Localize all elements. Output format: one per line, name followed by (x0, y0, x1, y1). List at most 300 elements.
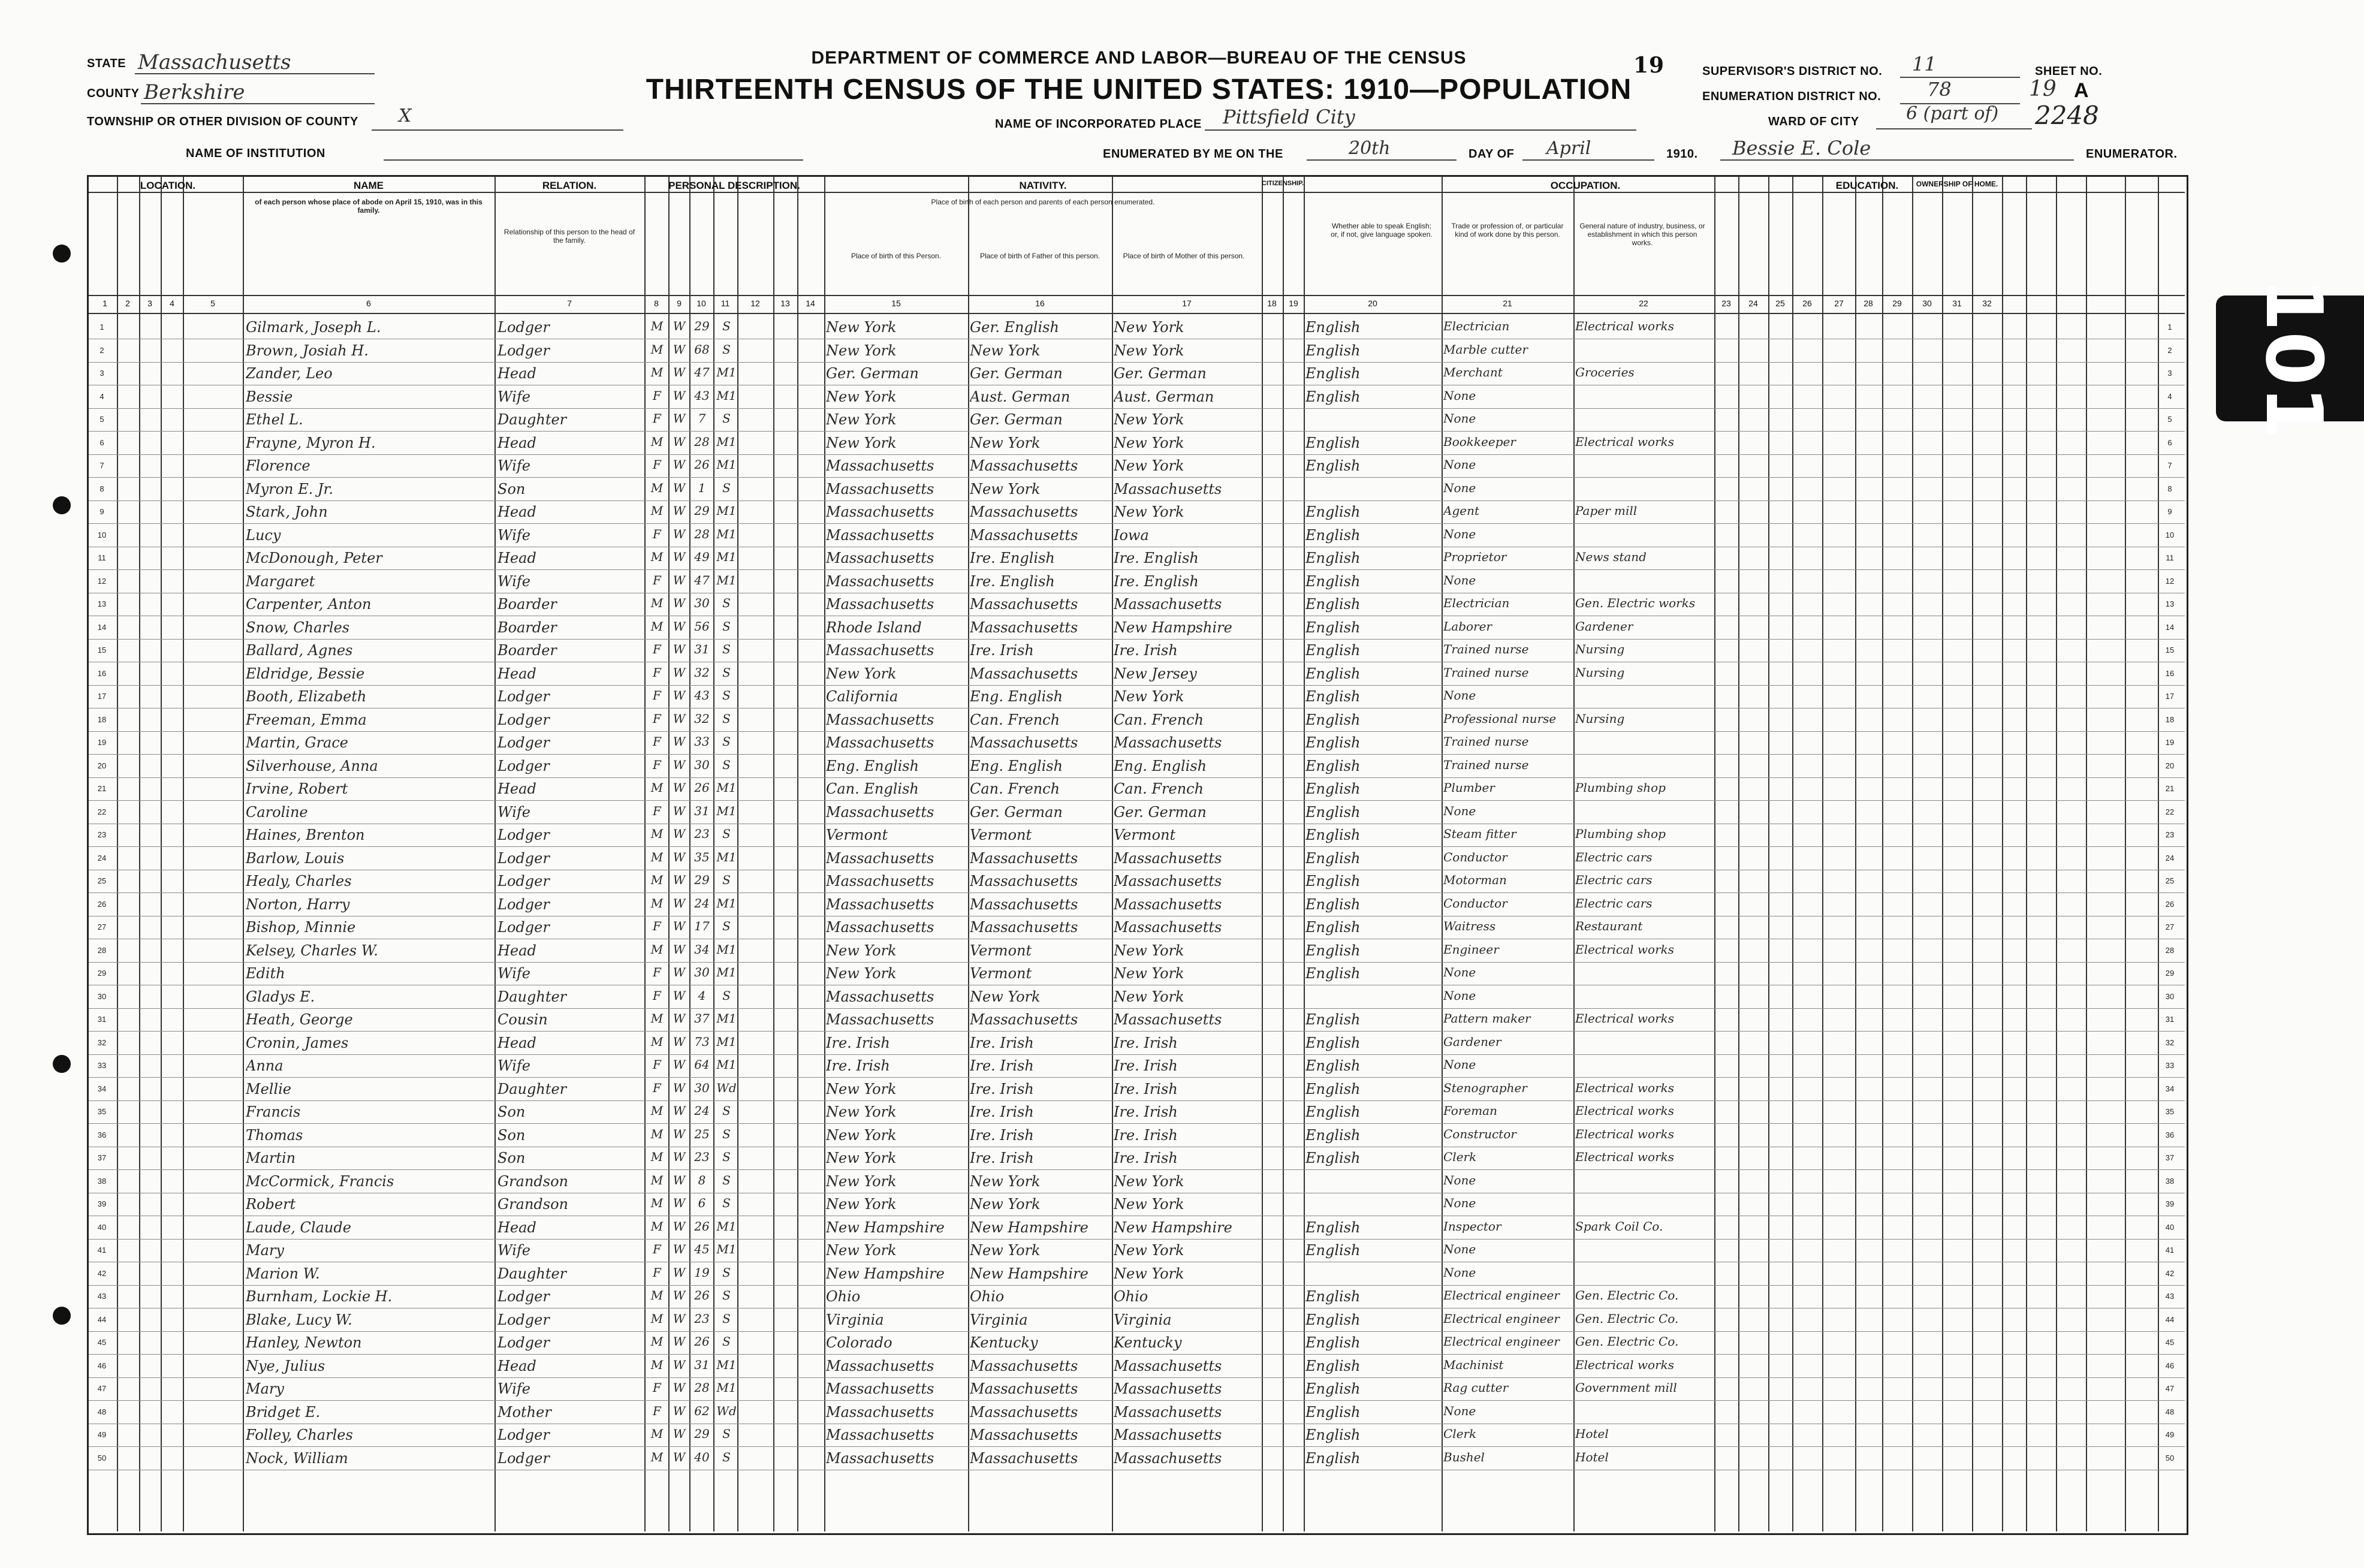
cell-language: English (1305, 388, 1361, 405)
row-number-right: 37 (2165, 1153, 2175, 1162)
cell-trade: None (1443, 803, 1476, 818)
desc-industry: General nature of industry, business, or establishment in which this person works. (1579, 222, 1705, 247)
cell-trade: Gardener (1443, 1034, 1501, 1049)
cell-person-name: Silverhouse, Anna (246, 757, 378, 774)
cell-industry: Electrical works (1575, 1103, 1675, 1118)
cell-language: English (1305, 1357, 1361, 1374)
cell-sex: F (653, 665, 661, 680)
row-number-right: 48 (2165, 1407, 2175, 1416)
cell-industry: Gen. Electric works (1575, 596, 1696, 610)
cell-race: W (673, 1357, 686, 1372)
group-name: NAME (353, 180, 384, 191)
group-relation: RELATION. (542, 180, 597, 191)
row-number: 1 (99, 322, 104, 331)
cell-mother-birthplace: New York (1114, 457, 1184, 474)
cell-father-birthplace: New York (970, 988, 1041, 1005)
cell-age: 26 (694, 780, 710, 795)
row-number: 4 (99, 391, 104, 401)
cell-race: W (673, 1103, 686, 1118)
cell-birthplace: California (826, 688, 898, 705)
cell-mother-birthplace: Can. French (1114, 711, 1204, 728)
cell-birthplace: Massachusetts (826, 919, 934, 936)
row-number: 9 (99, 507, 104, 516)
cell-language: English (1305, 1150, 1361, 1166)
cell-person-name: Ballard, Agnes (246, 642, 353, 659)
cell-marital-status: M1 (716, 1011, 737, 1026)
cell-person-name: Kelsey, Charles W. (246, 942, 378, 959)
cell-trade: Motorman (1443, 873, 1507, 887)
row-number-right: 22 (2165, 807, 2175, 816)
cell-mother-birthplace: New York (1114, 1265, 1184, 1282)
cell-person-name: Eldridge, Bessie (246, 665, 365, 682)
cell-birthplace: Massachusetts (826, 1403, 934, 1421)
supervisor-value: 11 (1912, 53, 1937, 76)
cell-mother-birthplace: New Hampshire (1114, 619, 1232, 636)
stamp-number: 2248 (2035, 101, 2099, 130)
cell-race: W (673, 1449, 686, 1464)
cell-race: W (673, 1427, 686, 1441)
cell-sex: M (650, 503, 664, 518)
cell-language: English (1305, 1334, 1361, 1351)
cell-age: 35 (694, 849, 710, 864)
cell-mother-birthplace: Ger. German (1114, 365, 1207, 382)
row-number: 18 (97, 714, 107, 724)
row-number: 26 (97, 899, 107, 909)
cell-person-name: Martin (246, 1150, 296, 1166)
cell-race: W (673, 1011, 686, 1026)
cell-trade: Electrical engineer (1443, 1311, 1560, 1326)
column-number: 28 (1864, 298, 1873, 308)
cell-marital-status: S (722, 1288, 731, 1302)
cell-birthplace: New Hampshire (826, 1265, 945, 1282)
cell-relation: Wife (497, 803, 531, 821)
cell-age: 32 (694, 665, 710, 680)
cell-marital-status: S (722, 919, 731, 933)
cell-mother-birthplace: Massachusetts (1114, 480, 1222, 497)
row-number: 12 (97, 576, 107, 586)
cell-sex: F (653, 1403, 661, 1418)
cell-person-name: Folley, Charles (246, 1427, 353, 1443)
cell-trade: Electrician (1443, 319, 1510, 333)
cell-marital-status: S (722, 873, 731, 887)
cell-birthplace: Massachusetts (826, 734, 934, 751)
cell-industry: Electrical works (1575, 942, 1675, 957)
cell-sex: F (653, 1080, 661, 1095)
cell-father-birthplace: New York (970, 1196, 1041, 1213)
cell-trade: Trained nurse (1443, 665, 1529, 680)
cell-age: 43 (694, 688, 710, 702)
cell-race: W (673, 1219, 686, 1234)
cell-father-birthplace: Vermont (970, 942, 1032, 959)
cell-marital-status: M1 (716, 780, 737, 795)
state-label: STATE (87, 57, 126, 70)
row-number: 44 (97, 1314, 107, 1324)
cell-mother-birthplace: Massachusetts (1114, 596, 1222, 613)
cell-age: 49 (694, 550, 710, 564)
cell-age: 37 (694, 1011, 710, 1026)
row-number-right: 32 (2165, 1038, 2175, 1047)
cell-person-name: McDonough, Peter (246, 550, 382, 566)
cell-language: English (1305, 803, 1361, 821)
cell-birthplace: Massachusetts (826, 1011, 934, 1028)
cell-trade: Steam fitter (1443, 827, 1516, 841)
cell-industry: Restaurant (1575, 919, 1643, 933)
cell-age: 28 (694, 434, 710, 449)
cell-marital-status: M1 (716, 1034, 737, 1049)
cell-language: English (1305, 619, 1361, 636)
cell-birthplace: New York (826, 342, 897, 359)
row-number: 40 (97, 1222, 107, 1232)
enumerated-day: 20th (1349, 138, 1391, 159)
cell-father-birthplace: Ire. Irish (970, 1034, 1034, 1051)
cell-marital-status: Wd (716, 1403, 737, 1418)
cell-mother-birthplace: New Hampshire (1114, 1219, 1232, 1236)
cell-father-birthplace: Massachusetts (970, 526, 1078, 544)
cell-father-birthplace: Can. French (970, 780, 1060, 797)
cell-sex: M (650, 1334, 664, 1349)
cell-age: 8 (698, 1172, 706, 1187)
cell-person-name: Myron E. Jr. (246, 480, 334, 497)
cell-relation: Head (497, 1219, 536, 1236)
cell-relation: Wife (497, 1057, 531, 1074)
cell-age: 24 (694, 895, 710, 910)
cell-sex: M (650, 1126, 664, 1141)
cell-race: W (673, 895, 686, 910)
cell-trade: None (1443, 457, 1476, 472)
cell-sex: M (650, 1150, 664, 1164)
cell-sex: M (650, 827, 664, 841)
cell-trade: Plumber (1443, 780, 1495, 795)
row-number-right: 21 (2165, 784, 2175, 793)
cell-industry: Groceries (1575, 365, 1635, 379)
cell-language: English (1305, 1080, 1361, 1097)
cell-birthplace: Virginia (826, 1311, 884, 1328)
cell-mother-birthplace: Ire. Irish (1114, 1126, 1178, 1144)
cell-sex: M (650, 1357, 664, 1372)
cell-relation: Head (497, 434, 536, 451)
cell-sex: F (653, 388, 661, 403)
enumerated-day-underline (1307, 159, 1457, 161)
cell-person-name: Anna (246, 1057, 284, 1074)
cell-age: 32 (694, 711, 710, 726)
group-personal: PERSONAL DESCRIPTION. (668, 180, 800, 191)
cell-father-birthplace: Ger. German (970, 803, 1063, 821)
cell-race: W (673, 1288, 686, 1302)
row-number-right: 39 (2165, 1199, 2175, 1208)
cell-marital-status: M1 (716, 388, 737, 403)
cell-birthplace: New York (826, 388, 897, 405)
cell-sex: F (653, 919, 661, 933)
cell-relation: Head (497, 780, 536, 797)
cell-birthplace: Massachusetts (826, 1357, 934, 1374)
cell-sex: M (650, 849, 664, 864)
row-number: 41 (97, 1246, 107, 1255)
cell-marital-status: S (722, 411, 731, 426)
cell-sex: M (650, 1427, 664, 1441)
cell-language: English (1305, 1103, 1361, 1120)
cell-relation: Wife (497, 965, 531, 982)
cell-trade: None (1443, 1196, 1476, 1210)
cell-age: 23 (694, 1311, 710, 1326)
header-rule (89, 295, 2185, 296)
row-number-right: 15 (2165, 646, 2175, 655)
cell-sex: M (650, 873, 664, 887)
cell-trade: None (1443, 1403, 1476, 1418)
cell-marital-status: S (722, 619, 731, 634)
enumerator-label: ENUMERATOR. (2086, 147, 2178, 161)
cell-marital-status: M1 (716, 965, 737, 979)
cell-relation: Head (497, 942, 536, 959)
cell-industry: Electrical works (1575, 1150, 1675, 1164)
cell-relation: Wife (497, 572, 531, 590)
cell-person-name: Robert (246, 1196, 296, 1213)
cell-person-name: Brown, Josiah H. (246, 342, 369, 359)
supervisor-underline (1900, 77, 2020, 78)
desc-nativity: Place of birth of each person and parents of each person enumerated. (931, 198, 1155, 206)
row-number-right: 11 (2166, 553, 2174, 562)
cell-sex: M (650, 1449, 664, 1464)
cell-person-name: Blake, Lucy W. (246, 1311, 352, 1328)
cell-relation: Head (497, 665, 536, 682)
row-number: 34 (97, 1084, 107, 1093)
row-number: 39 (97, 1199, 107, 1208)
cell-birthplace: New York (826, 1080, 897, 1097)
cell-language: English (1305, 365, 1361, 382)
binder-hole (53, 1055, 71, 1073)
row-number-right: 2 (2167, 345, 2172, 355)
row-number: 42 (97, 1268, 107, 1278)
cell-person-name: Cronin, James (246, 1034, 349, 1051)
cell-person-name: Frayne, Myron H. (246, 434, 376, 451)
cell-language: English (1305, 526, 1361, 544)
row-number: 21 (97, 784, 107, 793)
row-number: 14 (97, 622, 107, 632)
cell-relation: Wife (497, 1380, 531, 1397)
cell-relation: Lodger (497, 1427, 550, 1443)
cell-age: 34 (694, 942, 710, 957)
cell-birthplace: Massachusetts (826, 550, 934, 566)
cell-language: English (1305, 757, 1361, 774)
cell-mother-birthplace: Massachusetts (1114, 873, 1222, 889)
cell-trade: None (1443, 1057, 1476, 1072)
cell-trade: Inspector (1443, 1219, 1501, 1234)
cell-industry: Electric cars (1575, 849, 1653, 864)
cell-person-name: Irvine, Robert (246, 780, 348, 797)
cell-marital-status: S (722, 342, 731, 357)
cell-sex: F (653, 1380, 661, 1395)
cell-race: W (673, 1172, 686, 1187)
cell-trade: None (1443, 1172, 1476, 1187)
cell-age: 33 (694, 734, 710, 749)
cell-race: W (673, 827, 686, 841)
cell-person-name: Mellie (246, 1080, 292, 1097)
cell-father-birthplace: Ire. Irish (970, 1057, 1034, 1074)
cell-person-name: Zander, Leo (246, 365, 333, 382)
row-number-right: 50 (2165, 1453, 2175, 1463)
cell-language: English (1305, 642, 1361, 659)
cell-sex: M (650, 480, 664, 495)
cell-father-birthplace: New York (970, 434, 1041, 451)
cell-age: 24 (694, 1103, 710, 1118)
cell-race: W (673, 1265, 686, 1280)
cell-relation: Boarder (497, 642, 557, 659)
row-number-right: 13 (2165, 599, 2175, 608)
cell-age: 26 (694, 457, 710, 472)
cell-mother-birthplace: Massachusetts (1114, 1357, 1222, 1374)
cell-relation: Cousin (497, 1011, 548, 1028)
cell-language: English (1305, 1034, 1361, 1051)
month-underline (1522, 159, 1654, 161)
sheet-side: A (2074, 79, 2089, 102)
cell-age: 68 (694, 342, 710, 357)
township-label: TOWNSHIP OR OTHER DIVISION OF COUNTY (87, 115, 358, 128)
cell-age: 23 (694, 827, 710, 841)
cell-relation: Daughter (497, 411, 567, 428)
cell-age: 40 (694, 1449, 710, 1464)
cell-mother-birthplace: Massachusetts (1114, 849, 1222, 867)
cell-language: English (1305, 895, 1361, 913)
cell-marital-status: S (722, 711, 731, 726)
cell-race: W (673, 550, 686, 564)
cell-age: 30 (694, 1080, 710, 1095)
binder-hole (53, 1307, 71, 1325)
cell-person-name: Bessie (246, 388, 293, 405)
cell-marital-status: M1 (716, 457, 737, 472)
institution-underline (384, 159, 803, 161)
cell-father-birthplace: Massachusetts (970, 665, 1078, 682)
row-number-right: 35 (2165, 1107, 2175, 1116)
cell-age: 25 (694, 1126, 710, 1141)
cell-trade: Electrical engineer (1443, 1334, 1560, 1349)
cell-mother-birthplace: Massachusetts (1114, 919, 1222, 936)
cell-father-birthplace: Massachusetts (970, 873, 1078, 889)
cell-age: 47 (694, 572, 710, 587)
column-number: 16 (1035, 298, 1045, 308)
cell-person-name: Mary (246, 1242, 284, 1259)
cell-trade: None (1443, 572, 1476, 587)
cell-trade: Conductor (1443, 895, 1507, 910)
cell-age: 31 (694, 642, 710, 656)
cell-mother-birthplace: New York (1114, 503, 1184, 520)
row-number: 24 (97, 853, 107, 863)
row-number: 3 (99, 369, 104, 378)
cell-father-birthplace: Ire. Irish (970, 1126, 1034, 1144)
binder-hole (53, 496, 71, 514)
cell-trade: None (1443, 1265, 1476, 1280)
enumerator-name: Bessie E. Cole (1732, 137, 1871, 159)
cell-relation: Daughter (497, 988, 567, 1005)
cell-mother-birthplace: Ire. Irish (1114, 1103, 1178, 1120)
cell-language: English (1305, 342, 1361, 359)
cell-marital-status: M1 (716, 895, 737, 910)
cell-relation: Head (497, 1357, 536, 1374)
cell-relation: Head (497, 365, 536, 382)
cell-relation: Daughter (497, 1265, 567, 1282)
cell-race: W (673, 1034, 686, 1049)
group-education: EDUCATION. (1835, 180, 1899, 191)
cell-person-name: Carpenter, Anton (246, 596, 372, 613)
cell-person-name: Haines, Brenton (246, 827, 365, 843)
cell-father-birthplace: Massachusetts (970, 457, 1078, 474)
cell-race: W (673, 1380, 686, 1395)
cell-mother-birthplace: New York (1114, 411, 1184, 428)
cell-mother-birthplace: New York (1114, 965, 1184, 982)
cell-age: 23 (694, 1150, 710, 1164)
cell-mother-birthplace: New Jersey (1114, 665, 1197, 682)
cell-mother-birthplace: Virginia (1114, 1311, 1172, 1328)
cell-marital-status: M1 (716, 1219, 737, 1234)
cell-industry: News stand (1575, 550, 1647, 564)
cell-race: W (673, 1403, 686, 1418)
cell-mother-birthplace: Eng. English (1114, 757, 1207, 774)
enumeration-district-value: 78 (1927, 78, 1952, 101)
ward-underline (1876, 128, 2032, 129)
ward-value: 6 (part of) (1906, 103, 1999, 124)
cell-marital-status: S (722, 319, 731, 333)
column-number: 24 (1748, 298, 1758, 308)
row-number-right: 12 (2165, 576, 2175, 586)
cell-person-name: Barlow, Louis (246, 849, 345, 867)
cell-person-name: Francis (246, 1103, 301, 1120)
cell-age: 4 (698, 988, 706, 1003)
township-value: X (399, 105, 412, 126)
cell-language: English (1305, 1403, 1361, 1421)
cell-father-birthplace: Ger. German (970, 365, 1063, 382)
cell-race: W (673, 919, 686, 933)
cell-father-birthplace: Massachusetts (970, 596, 1078, 613)
cell-relation: Lodger (497, 734, 550, 751)
cell-language: English (1305, 1311, 1361, 1328)
row-number: 7 (99, 461, 104, 470)
row-number-right: 29 (2165, 969, 2175, 978)
desc-father-birth: Place of birth of Father of this person. (979, 252, 1100, 260)
cell-marital-status: S (722, 1311, 731, 1326)
cell-relation: Boarder (497, 619, 557, 636)
cell-birthplace: New York (826, 411, 897, 428)
row-number-right: 28 (2165, 945, 2175, 955)
row-number: 38 (97, 1176, 107, 1186)
cell-industry: Electric cars (1575, 895, 1653, 910)
cell-sex: M (650, 1103, 664, 1118)
cell-industry: Nursing (1575, 642, 1625, 656)
row-number-right: 31 (2165, 1015, 2175, 1024)
row-number: 31 (97, 1015, 107, 1024)
cell-language: English (1305, 1380, 1361, 1397)
cell-age: 30 (694, 596, 710, 610)
cell-language: English (1305, 1288, 1361, 1305)
cell-race: W (673, 965, 686, 979)
cell-sex: F (653, 457, 661, 472)
cell-industry: Plumbing shop (1575, 827, 1666, 841)
row-number-right: 19 (2165, 738, 2175, 747)
cell-father-birthplace: Massachusetts (970, 1380, 1078, 1397)
cell-sex: F (653, 711, 661, 726)
cell-race: W (673, 572, 686, 587)
margin-page-number: 101 (2216, 295, 2364, 421)
cell-mother-birthplace: Ire. English (1114, 572, 1199, 590)
row-number: 6 (99, 438, 104, 447)
cell-birthplace: Massachusetts (826, 526, 934, 544)
cell-person-name: Edith (246, 965, 285, 982)
cell-language: English (1305, 688, 1361, 705)
column-number: 5 (210, 298, 215, 308)
cell-relation: Lodger (497, 1311, 550, 1328)
cell-age: 62 (694, 1403, 710, 1418)
cell-father-birthplace: New Hampshire (970, 1219, 1088, 1236)
cell-marital-status: M1 (716, 1380, 737, 1395)
row-number: 37 (97, 1153, 107, 1162)
cell-language: English (1305, 434, 1361, 451)
